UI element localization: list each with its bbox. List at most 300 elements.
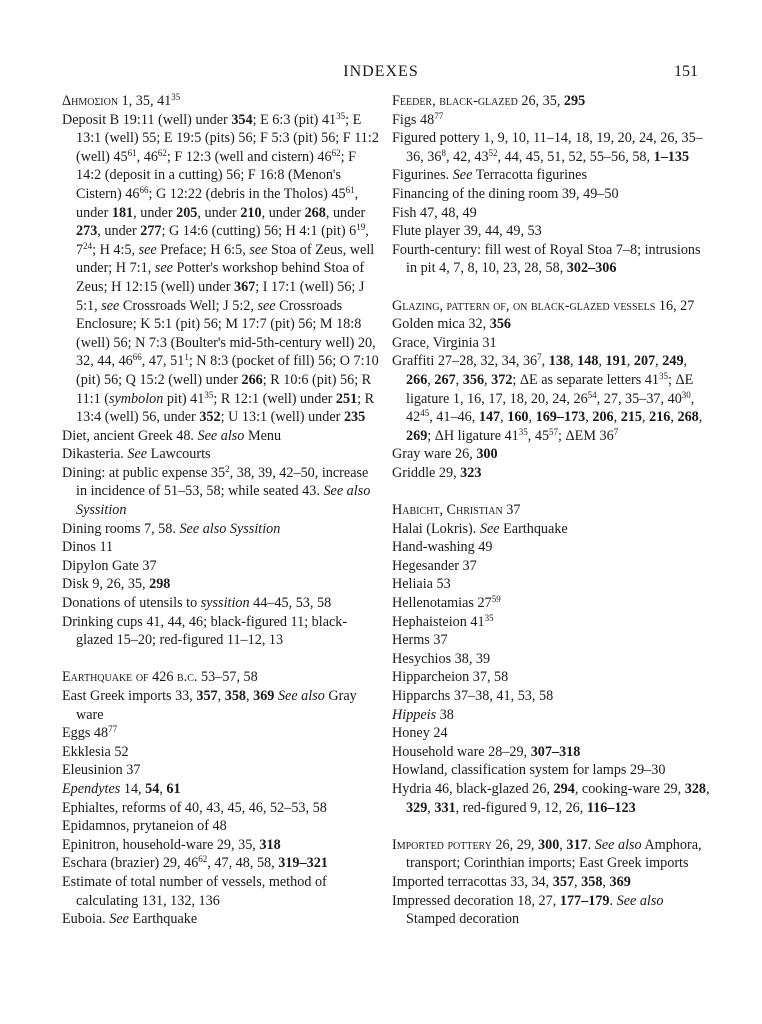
index-entry (392, 315, 714, 334)
catalog-number: 298 (149, 576, 171, 593)
catalog-number: 1–135 (653, 148, 690, 165)
catalog-number: 267 (434, 371, 456, 388)
catalog-number: 357 (552, 873, 575, 890)
entry-text: , (159, 780, 167, 797)
index-entry (62, 92, 382, 111)
entry-text: Lawcourts (147, 446, 211, 463)
entry-text: , 38, 39, 42–50, increase in incidence of 51–53, 58; while seated 43. (76, 464, 369, 500)
entry-text: Stamped decoration (406, 911, 520, 928)
footnote-ref: 19 (356, 222, 366, 233)
entry-text: East Greek imports 33, (62, 688, 197, 704)
catalog-number: 148 (577, 353, 599, 370)
index-entry (392, 780, 714, 817)
index-entry (62, 575, 382, 594)
entry-text: Hegesander 37 (392, 557, 477, 574)
entry-text: Epinitron, household-ware 29, 35, (62, 836, 260, 853)
catalog-number: 181 (111, 204, 134, 221)
entry-text: , (642, 409, 650, 426)
entry-text: See also Syssition (179, 520, 281, 537)
catalog-number: 277 (140, 223, 162, 240)
entry-text: ; I 17:1 (well) 56; J 5:1, (76, 278, 365, 314)
entry-text: Hellenotamias 27 (392, 595, 492, 612)
entry-text: , 42 (406, 390, 695, 426)
entry-text: 44–45, 53, 58 (249, 595, 332, 612)
entry-text: ; E 13:1 (well) 55; E 19:5 (pits) 56; F 5:3 (pit) 56; F 11:2 (well) 45 (76, 111, 379, 165)
entry-text: , (598, 353, 606, 370)
index-entry (392, 520, 714, 539)
entry-text: , red-figured 9, 12, 26, (455, 799, 587, 816)
section-heading-term: Feeder, black-glazed (392, 93, 518, 109)
index-entry (62, 761, 382, 780)
entry-text: , (217, 688, 225, 704)
entry-text: ; U 13:1 (well) under (220, 409, 344, 426)
entry-text: ; E 6:3 (pit) 41 (252, 111, 337, 128)
catalog-number: 369 (609, 873, 631, 890)
entry-text: Golden mica 32, (392, 316, 490, 333)
index-column-right (392, 92, 714, 929)
catalog-number: 160 (507, 409, 529, 426)
index-entry (62, 613, 382, 650)
entry-text: Howland, classification system for lamps 29–30 (392, 762, 666, 779)
entry-text: , (698, 409, 703, 426)
index-entry (62, 464, 382, 520)
entry-text: 16, 27 (655, 297, 695, 314)
entry-text: 14, (120, 780, 146, 797)
catalog-number: 215 (620, 409, 642, 426)
entry-text: , under (325, 204, 366, 221)
entry-text: Crossroads Enclosure; K 5:1 (pit) 56; M 17:7 (pit) 56; M 18:8 (well) 56; N 7:3 (Boulter's mid-5th-century well) 20, 32, 44, 46 (76, 297, 376, 370)
entry-text: see (257, 297, 276, 314)
entry-text: ; R 10:6 (pit) 56; R 11:1 ( (76, 371, 372, 407)
catalog-number: 356 (462, 371, 485, 388)
entry-text: , (655, 353, 663, 370)
entry-text: Herms 37 (392, 632, 448, 649)
index-entry (62, 668, 382, 687)
entry-text: See also (594, 836, 642, 853)
catalog-number: 354 (231, 111, 253, 128)
entry-text: Crossroads Well; J 5:2, (119, 297, 258, 314)
index-entry (392, 761, 714, 780)
footnote-ref: 7 (613, 426, 619, 437)
catalog-number: 210 (240, 204, 262, 221)
index-entry (392, 241, 714, 278)
entry-text: , (574, 873, 582, 890)
entry-text: Donations of utensils to (62, 595, 201, 612)
entry-text: , 46 (136, 148, 158, 165)
entry-text: , (683, 353, 688, 370)
footnote-ref: 62 (157, 147, 167, 158)
entry-text: Halai (Lokris). (392, 520, 480, 537)
catalog-number: 372 (491, 371, 513, 388)
entry-text: 26, 29, (491, 836, 539, 853)
index-entry (62, 873, 382, 910)
section-gap (392, 482, 714, 501)
entry-text: See also (197, 427, 245, 444)
index-entry (392, 464, 714, 483)
index-entry (62, 427, 382, 446)
index-entry (392, 538, 714, 557)
entry-text: , (541, 353, 549, 370)
catalog-number: 207 (633, 353, 656, 370)
catalog-number: 206 (592, 409, 614, 426)
entry-text: Menu (244, 427, 282, 444)
entry-text: Hipparcheion 37, 58 (392, 669, 509, 686)
catalog-number: 235 (343, 409, 366, 426)
footnote-ref: 8 (441, 147, 446, 158)
entry-text: , (585, 409, 593, 426)
entry-text: , 47, 48, 58, (207, 855, 279, 872)
footnote-ref: 35 (171, 92, 181, 102)
footnote-ref: 62 (198, 854, 208, 865)
catalog-number: 358 (224, 688, 247, 704)
catalog-number: 317 (566, 836, 588, 853)
entry-text: Euboia. (62, 911, 110, 928)
entry-text: Dikasteria. (62, 446, 128, 463)
footnote-ref: 35 (659, 370, 669, 381)
entry-text: 38 (436, 706, 454, 723)
entry-text: see (154, 260, 173, 277)
index-entry (392, 222, 714, 241)
entry-text: Fish 47, 48, 49 (392, 204, 477, 221)
footnote-ref: 54 (587, 389, 597, 400)
index-entry (392, 575, 714, 594)
index-entry (392, 111, 714, 130)
footnote-ref: 52 (488, 147, 498, 158)
index-entry (392, 204, 714, 223)
entry-text: , 27, 35–37, 40 (596, 390, 682, 407)
entry-text: Earthquake (128, 911, 198, 928)
entry-text: , under (76, 185, 359, 221)
index-entry (62, 910, 382, 929)
catalog-number: 356 (489, 316, 511, 333)
catalog-number: 300 (476, 446, 498, 463)
catalog-number: 328 (684, 780, 707, 797)
section-heading-term: Earthquake of 426 b.c. (62, 669, 198, 686)
entry-text: Fourth-century: fill west of Royal Stoa 7–8; intrusions in pit 4, 7, 8, 10, 23, 28, 58, (392, 241, 701, 277)
entry-text: , (626, 353, 634, 370)
entry-text: See also (277, 688, 325, 704)
entry-text: Preface; H 6:5, (156, 241, 250, 258)
entry-text: 37 (502, 502, 521, 519)
entry-text: Drinking cups 41, 44, 46; black-figured 11; black-glazed 15–20; red-figured 11–12, 13 (62, 613, 348, 649)
entry-text: Graffiti 27–28, 32, 34, 36 (392, 353, 538, 370)
index-entry (392, 743, 714, 762)
index-entry (392, 501, 714, 520)
section-gap (392, 817, 714, 836)
index-entry (62, 594, 382, 613)
entry-text: Figs 48 (392, 111, 435, 128)
entry-text: , under (197, 204, 241, 221)
entry-text: Hydria 46, black-glazed 26, (392, 780, 554, 797)
entry-text: Dining rooms 7, 58. (62, 520, 180, 537)
entry-text: See (452, 167, 473, 184)
entry-text: See (479, 520, 500, 537)
index-entry (62, 557, 382, 576)
entry-text: Hippeis (392, 706, 437, 723)
catalog-number: 266 (406, 371, 428, 388)
entry-text: see (101, 297, 120, 314)
entry-text: , (246, 688, 254, 704)
catalog-number: 251 (335, 390, 358, 407)
catalog-number: 369 (253, 688, 275, 704)
footnote-ref: 24 (83, 240, 93, 251)
index-entry (392, 873, 714, 892)
footnote-ref: 59 (491, 594, 501, 605)
catalog-number: 302–306 (566, 260, 617, 277)
index-entry (62, 836, 382, 855)
entry-text: , (484, 371, 492, 388)
entry-text: , (427, 371, 435, 388)
entry-text: Gray ware (76, 688, 357, 723)
catalog-number: 191 (605, 353, 627, 370)
entry-text: , 47, 51 (141, 353, 185, 370)
entry-text: Epidamnos, prytaneion of 48 (62, 818, 227, 835)
index-entry (62, 538, 382, 557)
index-entry (392, 650, 714, 669)
entry-text: . (609, 892, 617, 909)
entry-text: Terracotta figurines (472, 167, 587, 184)
entry-text: Deposit B 19:11 (well) under (62, 111, 232, 128)
entry-text: Eggs 48 (62, 725, 109, 742)
entry-text: ; ΔΗ ligature 41 (427, 427, 519, 444)
index-entry (392, 166, 714, 185)
index-entry (392, 594, 714, 613)
catalog-number: 358 (581, 873, 603, 890)
entry-text: see (249, 241, 268, 258)
catalog-number: 54 (145, 780, 160, 797)
entry-text: , under (97, 223, 141, 240)
entry-text: See (109, 911, 129, 928)
footnote-ref: 61 (127, 147, 137, 158)
catalog-number: 329 (406, 799, 428, 816)
entry-text: Griddle 29, (392, 464, 461, 481)
entry-text: Figurines. (392, 167, 453, 184)
catalog-number: 147 (478, 409, 501, 426)
catalog-number: 249 (662, 353, 684, 370)
entry-text: , (500, 409, 508, 426)
entry-text: Hand-washing 49 (392, 539, 493, 556)
entry-text: Financing of the dining room 39, 49–50 (392, 185, 619, 202)
entry-text: Flute player 39, 44, 49, 53 (392, 223, 542, 240)
index-entry (62, 799, 382, 818)
index-entry (392, 631, 714, 650)
index-entry (392, 706, 714, 725)
entry-text: Dining: at public expense 35 (62, 464, 226, 481)
entry-text: See (127, 446, 148, 463)
index-entry (392, 724, 714, 743)
entry-text: , (528, 409, 536, 426)
index-entry (62, 520, 382, 539)
catalog-number: 266 (241, 371, 263, 388)
catalog-number: 205 (176, 204, 198, 221)
index-entry (62, 687, 382, 724)
entry-text: Stoa of Zeus, well under; H 7:1, (76, 241, 375, 277)
entry-text: , (602, 873, 610, 890)
footnote-ref: 66 (132, 352, 142, 363)
footnote-ref: 7 (537, 352, 542, 363)
entry-text: Potter's workshop behind Stoa of Zeus; H 12:15 (well) under (76, 260, 365, 295)
entry-text: Earthquake (499, 520, 568, 537)
entry-text: Diet, ancient Greek 48. (62, 427, 198, 444)
entry-text: , 45 (527, 427, 550, 444)
catalog-number: 318 (259, 836, 281, 853)
entry-text: . (587, 836, 595, 853)
entry-text: , (570, 353, 578, 370)
entry-text: , (670, 409, 678, 426)
index-entry (392, 557, 714, 576)
catalog-number: 352 (199, 409, 221, 426)
entry-text: Household ware 28–29, (392, 743, 531, 760)
entry-text: Grace, Virginia 31 (392, 334, 497, 351)
entry-text: Ekklesia 52 (62, 743, 129, 760)
section-heading-term: Δημοσιον (62, 93, 119, 109)
index-entry (392, 352, 714, 445)
index-entry (392, 668, 714, 687)
index-entry (62, 445, 382, 464)
entry-text: ; G 12:22 (debris in the Tholos) 45 (148, 185, 346, 202)
entry-text: ; ΔΕ as separate letters 41 (512, 371, 660, 388)
entry-text: Disk 9, 26, 35, (62, 576, 150, 593)
footnote-ref: 35 (518, 426, 528, 437)
entry-text: , cooking-ware 29, (574, 780, 685, 797)
index-entry (392, 297, 714, 316)
entry-text: ; H 4:5, (92, 241, 139, 258)
catalog-number: 331 (434, 799, 456, 816)
entry-text: Figured pottery 1, 9, 10, 11–14, 18, 19, 20, 24, 26, 35–36, 36 (392, 130, 703, 165)
index-entry (392, 334, 714, 353)
running-title: INDEXES (343, 63, 419, 80)
index-entry (62, 111, 382, 427)
entry-text: Dinos 11 (62, 539, 114, 556)
entry-text: ; ΔΕ ligature 1, 16, 17, 18, 20, 24, 26 (406, 371, 694, 407)
entry-text: ; F 14:2 (deposit in a cutting) 56; F 16:8 (Menon's Cistern) 46 (76, 148, 356, 202)
index-entry (62, 743, 382, 762)
index-entry (392, 613, 714, 632)
catalog-number: 61 (166, 780, 181, 797)
section-heading-term: Imported pottery (392, 836, 492, 853)
entry-text: Eleusinion 37 (62, 762, 141, 779)
index-entry (392, 836, 714, 873)
catalog-number: 273 (76, 223, 98, 240)
section-gap (62, 650, 382, 669)
catalog-number: 295 (563, 93, 586, 109)
entry-text: Heliaia 53 (392, 576, 451, 593)
footnote-ref: 2 (225, 463, 230, 474)
entry-text: Imported terracottas 33, 34, (392, 873, 553, 890)
catalog-number: 268 (304, 204, 326, 221)
catalog-number: 323 (460, 464, 482, 481)
footnote-ref: 35 (204, 389, 214, 400)
index-entry (392, 129, 714, 166)
entry-text: , (455, 371, 463, 388)
entry-text: , (706, 780, 710, 797)
entry-text: ; F 12:3 (well and cistern) 46 (166, 148, 332, 165)
entry-text: ; ΔΕΜ 36 (558, 427, 614, 444)
entry-text: 53–57, 58 (197, 669, 258, 686)
entry-text: see (138, 241, 157, 258)
entry-text: Gray ware 26, (392, 446, 477, 463)
catalog-number: 357 (196, 688, 218, 704)
entry-text: symbolon (108, 390, 164, 407)
catalog-number: 138 (548, 353, 571, 370)
index-entry (392, 92, 714, 111)
entry-text: syssition (200, 595, 250, 612)
entry-text: Ependytes (62, 780, 121, 797)
entry-text: 1, 35, 41 (118, 93, 172, 109)
entry-text: ; R 12:1 (well) under (213, 390, 336, 407)
entry-text: Impressed decoration 18, 27, (392, 892, 560, 909)
entry-text: , 44, 45, 51, 52, 55–56, 58, (497, 148, 654, 165)
index-column-left (62, 92, 382, 929)
entry-text: See also (616, 892, 664, 909)
section-heading-term: Glazing, pattern of, on black-glazed vessels (392, 297, 656, 314)
footnote-ref: 35 (484, 612, 494, 623)
index-entry (392, 185, 714, 204)
catalog-number: 268 (677, 409, 699, 426)
entry-text: ; G 14:6 (cutting) 56; H 4:1 (pit) 6 (161, 223, 357, 240)
footnote-ref: 77 (434, 110, 444, 121)
entry-text: , under (261, 204, 305, 221)
entry-text: Ephialtes, reforms of 40, 43, 45, 46, 52–53, 58 (62, 799, 327, 816)
entry-text: Dipylon Gate 37 (62, 557, 157, 574)
footnote-ref: 57 (549, 426, 559, 437)
catalog-number: 116–123 (586, 799, 636, 816)
entry-text: Estimate of total number of vessels, method of calculating 131, 132, 136 (62, 873, 327, 909)
catalog-number: 319–321 (278, 855, 328, 872)
section-heading-term: Habicht, Christian (392, 502, 503, 519)
index-entry (392, 445, 714, 464)
entry-text: , 42, 43 (445, 148, 489, 165)
entry-text: Eschara (brazier) 29, 46 (62, 855, 199, 872)
footnote-ref: 45 (420, 408, 430, 419)
index-entry (62, 780, 382, 799)
catalog-number: 307–318 (530, 743, 581, 760)
catalog-number: 367 (234, 278, 256, 295)
entry-text: 26, 35, (517, 93, 564, 109)
index-entry (62, 724, 382, 743)
entry-text: ; R 13:4 (well) 56, under (76, 390, 375, 426)
index-entry (62, 817, 382, 836)
catalog-number: 169–173 (535, 409, 586, 426)
entry-text: , (427, 799, 435, 816)
entry-text: ; N 8:3 (pocket of fill) 56; O 7:10 (pit) 56; Q 15:2 (well) under (76, 353, 379, 388)
catalog-number: 300 (538, 836, 560, 853)
catalog-number: 216 (649, 409, 671, 426)
footnote-ref: 66 (139, 184, 149, 195)
index-entry (62, 854, 382, 873)
footnote-ref: 30 (681, 389, 691, 400)
entry-text: , 41–46, (429, 409, 479, 426)
index-entry (392, 892, 714, 929)
section-gap (392, 278, 714, 297)
entry-text: pit) 41 (163, 390, 205, 407)
catalog-number: 294 (553, 780, 575, 797)
entry-text: , under (133, 204, 177, 221)
catalog-number: 269 (406, 427, 428, 444)
page-number: 151 (674, 63, 698, 80)
entry-text: Hipparchs 37–38, 41, 53, 58 (392, 688, 554, 704)
index-entry (392, 687, 714, 706)
entry-text: Hephaisteion 41 (392, 613, 485, 630)
entry-text: , (613, 409, 621, 426)
entry-text: Amphora, transport; Corinthian imports; East Greek imports (406, 836, 702, 872)
footnote-ref: 1 (184, 352, 189, 363)
entry-text: See also Syssition (76, 483, 371, 519)
entry-text: Honey 24 (392, 725, 448, 742)
footnote-ref: 62 (331, 147, 341, 158)
entry-text: , (559, 836, 567, 853)
entry-text: , 7 (76, 223, 369, 258)
